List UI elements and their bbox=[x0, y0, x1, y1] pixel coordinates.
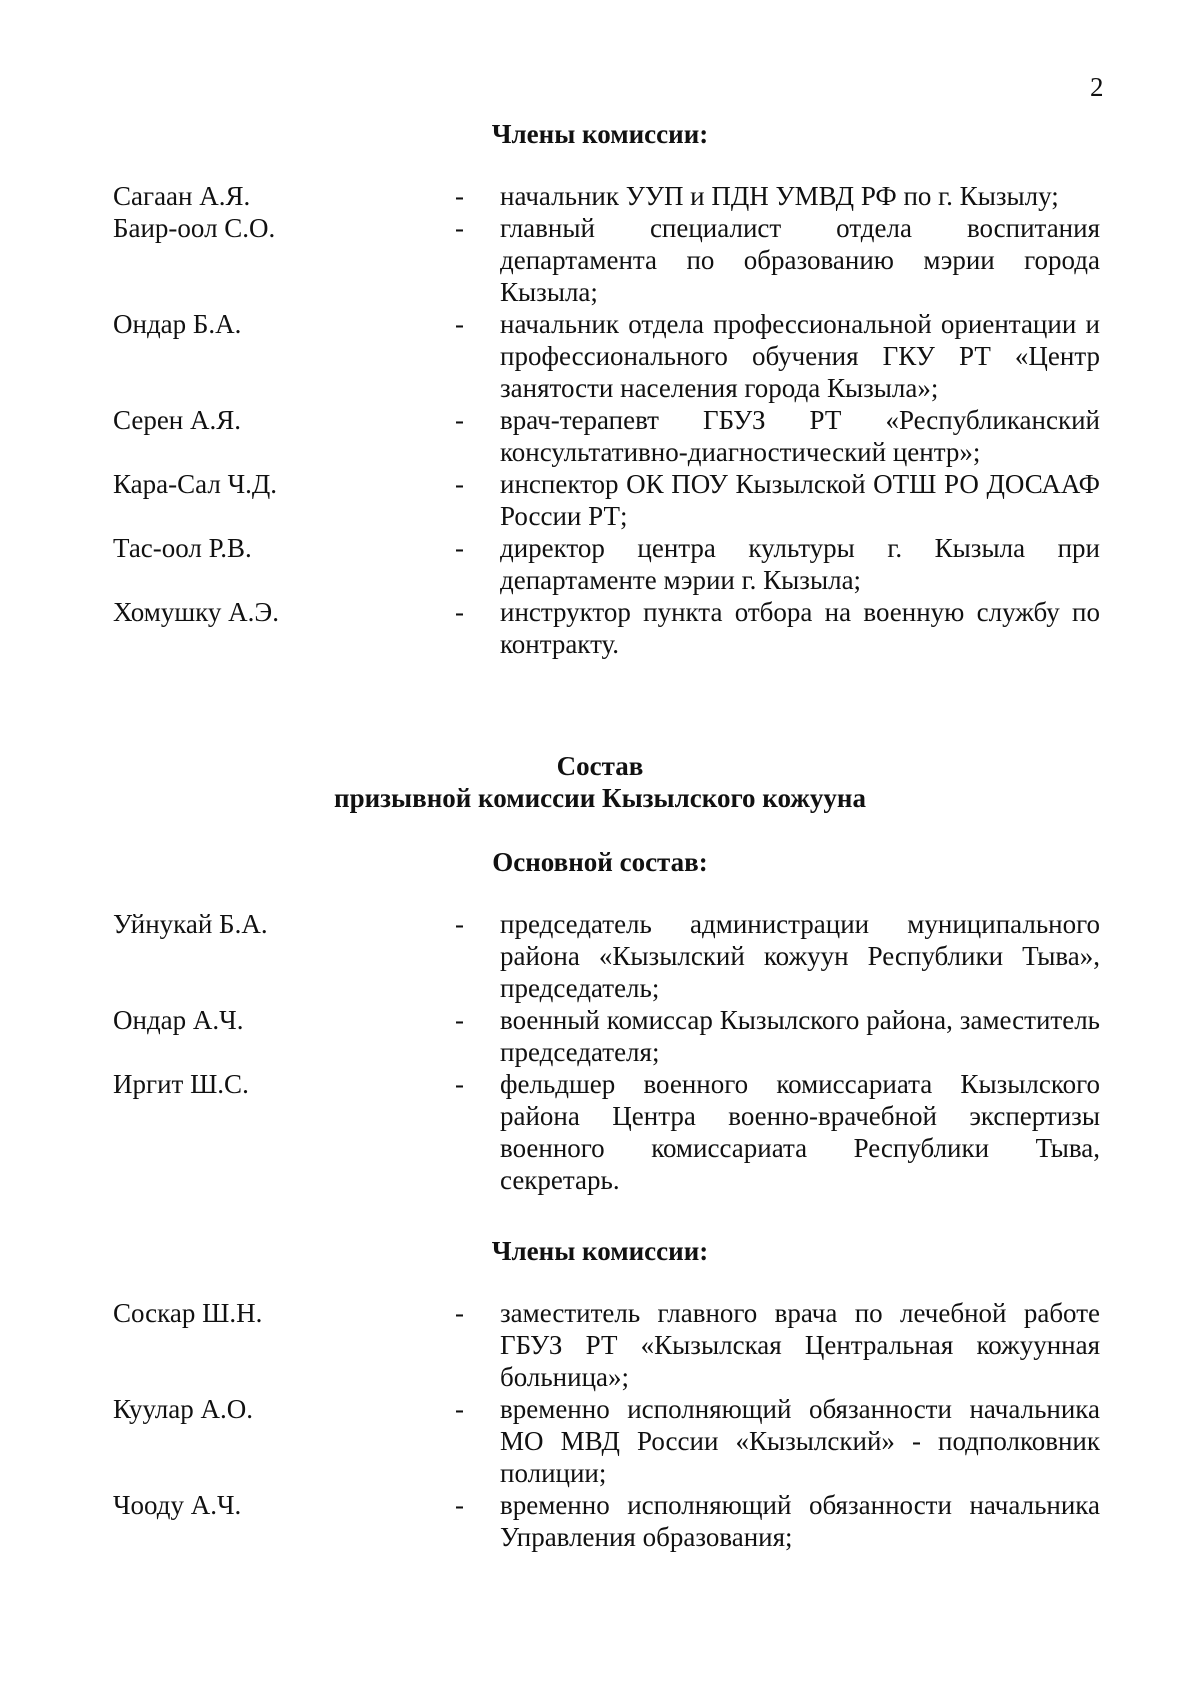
member-entry bbox=[113, 308, 1100, 404]
member-entry bbox=[113, 596, 1100, 660]
member-entry bbox=[113, 532, 1100, 596]
member-entry bbox=[113, 404, 1100, 468]
main-composition-list bbox=[113, 908, 1100, 1196]
dash-separator: - bbox=[455, 309, 464, 339]
member-name: Ондар А.Ч. bbox=[113, 1005, 244, 1035]
dash-separator: - bbox=[455, 1298, 464, 1328]
dash-separator: - bbox=[455, 597, 464, 627]
page-number: 2 bbox=[1090, 72, 1104, 102]
member-name: Серен А.Я. bbox=[113, 405, 242, 435]
dash-separator: - bbox=[455, 1005, 464, 1035]
dash-separator: - bbox=[455, 405, 464, 435]
member-role: начальник отдела профессиональной ориентации и профессионального обучения ГКУ РТ «Центр занятости населения города Кызыла»; bbox=[500, 309, 1100, 403]
composition-subtitle: призывной комиссии Кызылского кожууна bbox=[334, 783, 866, 813]
member-role: председатель администрации муниципального района «Кызылский кожуун Республики Тыва», председатель; bbox=[500, 909, 1100, 1003]
member-entry bbox=[113, 212, 1100, 308]
member-entry bbox=[113, 1297, 1100, 1393]
member-name: Уйнукай Б.А. bbox=[113, 909, 268, 939]
member-role: заместитель главного врача по лечебной работе ГБУЗ РТ «Кызылская Центральная кожуунная больница»; bbox=[500, 1298, 1100, 1392]
member-role: инструктор пункта отбора на военную службу по контракту. bbox=[500, 597, 1100, 659]
member-name: Чооду А.Ч. bbox=[113, 1490, 242, 1520]
member-role: врач-терапевт ГБУЗ РТ «Республиканский консультативно-диагностический центр»; bbox=[500, 405, 1100, 467]
member-role: начальник УУП и ПДН УМВД РФ по г. Кызылу; bbox=[500, 181, 1059, 211]
member-name: Соскар Ш.Н. bbox=[113, 1298, 263, 1328]
members-heading-2: Члены комиссии: bbox=[491, 1236, 709, 1266]
member-name: Сагаан А.Я. bbox=[113, 181, 251, 211]
dash-separator: - bbox=[455, 181, 464, 211]
member-name: Баир-оол С.О. bbox=[113, 213, 276, 243]
member-entry bbox=[113, 180, 1100, 212]
members-heading-1: Члены комиссии: bbox=[491, 119, 709, 149]
composition-title: Состав bbox=[556, 751, 644, 781]
dash-separator: - bbox=[455, 1490, 464, 1520]
dash-separator: - bbox=[455, 1394, 464, 1424]
main-composition-heading: Основной состав: bbox=[492, 847, 708, 877]
member-role: военный комиссар Кызылского района, заместитель председателя; bbox=[500, 1005, 1100, 1067]
member-entry bbox=[113, 1004, 1100, 1068]
member-role: директор центра культуры г. Кызыла при департаменте мэрии г. Кызыла; bbox=[500, 533, 1100, 595]
member-role: инспектор ОК ПОУ Кызылской ОТШ РО ДОСААФ России РТ; bbox=[500, 469, 1100, 531]
dash-separator: - bbox=[455, 1069, 464, 1099]
members-list-2 bbox=[113, 1297, 1100, 1553]
member-role: фельдшер военного комиссариата Кызылского района Центра военно-врачебной экспертизы военного комиссариата Республики Тыва, секретарь. bbox=[500, 1069, 1100, 1195]
dash-separator: - bbox=[455, 469, 464, 499]
member-entry bbox=[113, 468, 1100, 532]
member-entry bbox=[113, 1489, 1100, 1553]
member-role: главный специалист отдела воспитания департамента по образованию мэрии города Кызыла; bbox=[500, 213, 1100, 307]
member-entry bbox=[113, 1068, 1100, 1196]
member-name: Хомушку А.Э. bbox=[113, 597, 279, 627]
member-entry bbox=[113, 1393, 1100, 1489]
dash-separator: - bbox=[455, 213, 464, 243]
member-role: временно исполняющий обязанности начальника МО МВД России «Кызылский» - подполковник полиции; bbox=[500, 1394, 1100, 1488]
member-name: Кара-Сал Ч.Д. bbox=[113, 469, 278, 499]
member-name: Иргит Ш.С. bbox=[113, 1069, 249, 1099]
member-name: Куулар А.О. bbox=[113, 1394, 253, 1424]
member-role: временно исполняющий обязанности начальника Управления образования; bbox=[500, 1490, 1100, 1552]
dash-separator: - bbox=[455, 533, 464, 563]
members-list-1 bbox=[113, 180, 1100, 660]
member-entry bbox=[113, 908, 1100, 1004]
dash-separator: - bbox=[455, 909, 464, 939]
member-name: Ондар Б.А. bbox=[113, 309, 242, 339]
member-name: Тас-оол Р.В. bbox=[113, 533, 252, 563]
